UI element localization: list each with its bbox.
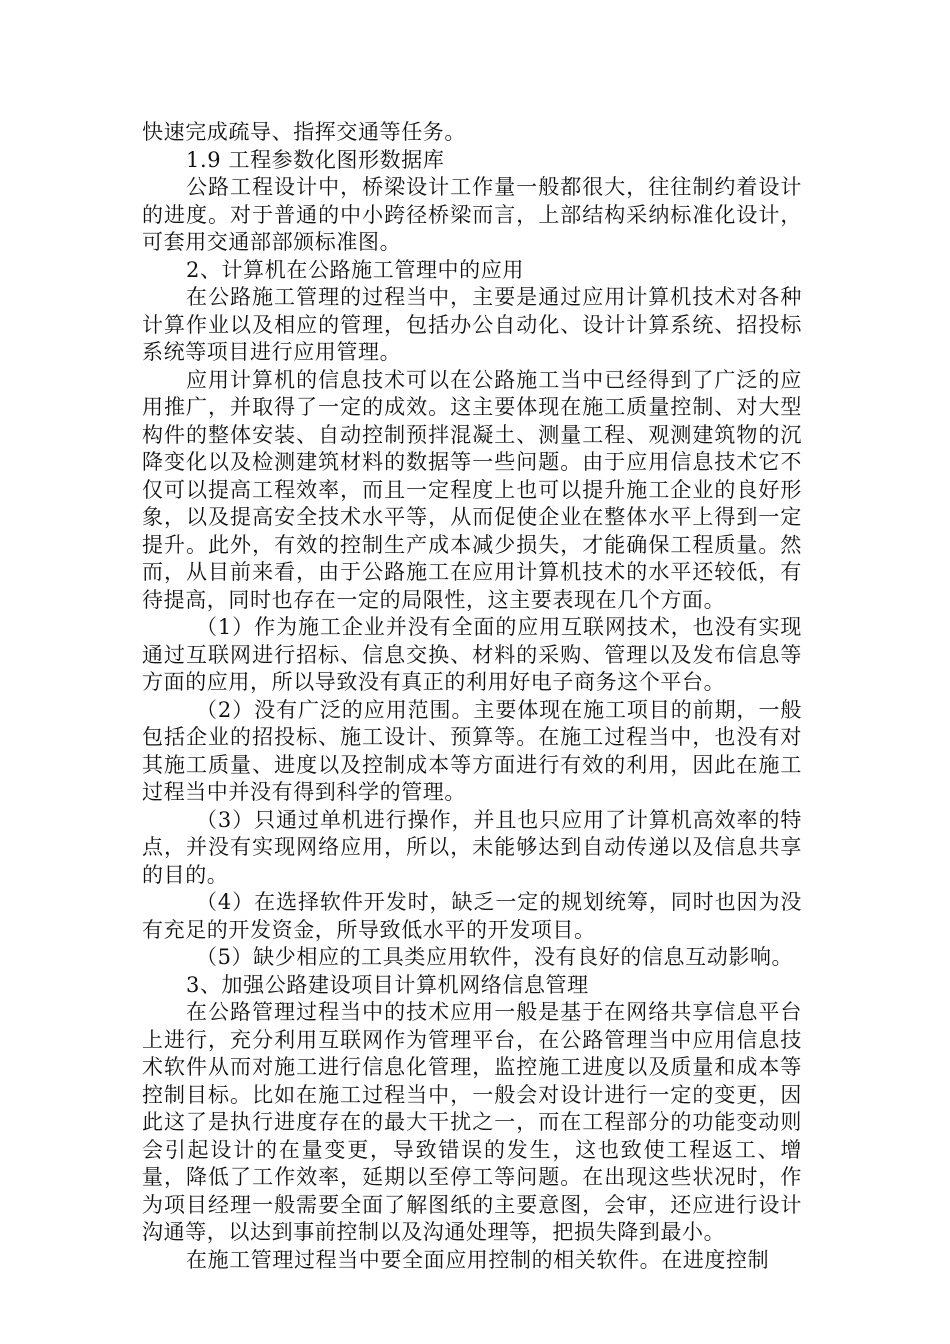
document-page — [142, 119, 802, 1274]
list-item-4: （4）在选择软件开发时，缺乏一定的规划统筹，同时也因为没有充足的开发资金，所导致低水平的开发项目。 — [142, 890, 802, 942]
list-item-5: （5）缺少相应的工具类应用软件，没有良好的信息互动影响。 — [196, 945, 794, 969]
paragraph-3-1: 在公路管理过程当中的技术应用一般是基于在网络共享信息平台上进行，充分利用互联网作为管理平台，在公路管理当中应用信息技术软件从而对施工进行信息化管理，监控施工进度以及质量和成本等控制目标。比如在施工过程当中，一般会对设计进行一定的变更，因此这了是执行进度存在的最大干扰之一，而在工程部分的功能变动则会引起设计的在量变更，导致错误的发生，这也致使工程返工、增量，降低了工作效率，延期以至停工等问题。在出现这些状况时，作为项目经理一般需要全面了解图纸的主要意图，会审，还应进行设计沟通等，以达到事前控制以及沟通处理等，把损失降到最小。 — [142, 1000, 802, 1244]
list-item-3: （3）只通过单机进行操作，并且也只应用了计算机高效率的特点，并没有实现网络应用，所以，未能够达到自动传递以及信息共享的目的。 — [142, 807, 802, 887]
paragraph-3-2: 在施工管理过程当中要全面应用控制的相关软件。在进度控制 — [186, 1247, 770, 1272]
section-heading-2: 2、计算机在公路施工管理中的应用 — [186, 257, 524, 282]
section-heading-1-9: 1.9 工程参数化图形数据库 — [186, 147, 445, 172]
paragraph-continued: 快速完成疏导、指挥交通等任务。 — [142, 120, 466, 144]
section-heading-3: 3、加强公路建设项目计算机网络信息管理 — [186, 972, 589, 997]
list-item-2: （2）没有广泛的应用范围。主要体现在施工项目的前期，一般包括企业的招投标、施工设计、预算等。在施工过程当中，也没有对其施工质量、进度以及控制成本等方面进行有效的利用，因此在施工过程当中并没有得到科学的管理。 — [142, 697, 802, 804]
paragraph-2-1: 在公路施工管理的过程当中，主要是通过应用计算机技术对各种计算作业以及相应的管理，包括办公自动化、设计计算系统、招投标系统等项目进行应用管理。 — [142, 285, 802, 364]
list-item-1: （1）作为施工企业并没有全面的应用互联网技术，也没有实现通过互联网进行招标、信息交换、材料的采购、管理以及发布信息等方面的应用，所以导致没有真正的利用好电子商务这个平台。 — [142, 615, 802, 694]
paragraph-2-2: 应用计算机的信息技术可以在公路施工当中已经得到了广泛的应用推广，并取得了一定的成效。这主要体现在施工质量控制、对大型构件的整体安装、自动控制预拌混凝土、测量工程、观测建筑物的沉降变化以及检测建筑材料的数据等一些问题。由于应用信息技术它不仅可以提高工程效率，而且一定程度上也可以提升施工企业的良好形象，以及提高安全技术水平等，从而促使企业在整体水平上得到一定提升。此外，有效的控制生产成本减少损失，才能确保工程质量。然而，从目前来看，由于公路施工在应用计算机技术的水平还较低，有待提高，同时也存在一定的局限性，这主要表现在几个方面。 — [142, 367, 802, 612]
paragraph-1-9: 公路工程设计中，桥梁设计工作量一般都很大，往往制约着设计的进度。对于普通的中小跨径桥梁而言，上部结构采纳标准化设计，可套用交通部部颁标准图。 — [142, 175, 802, 254]
